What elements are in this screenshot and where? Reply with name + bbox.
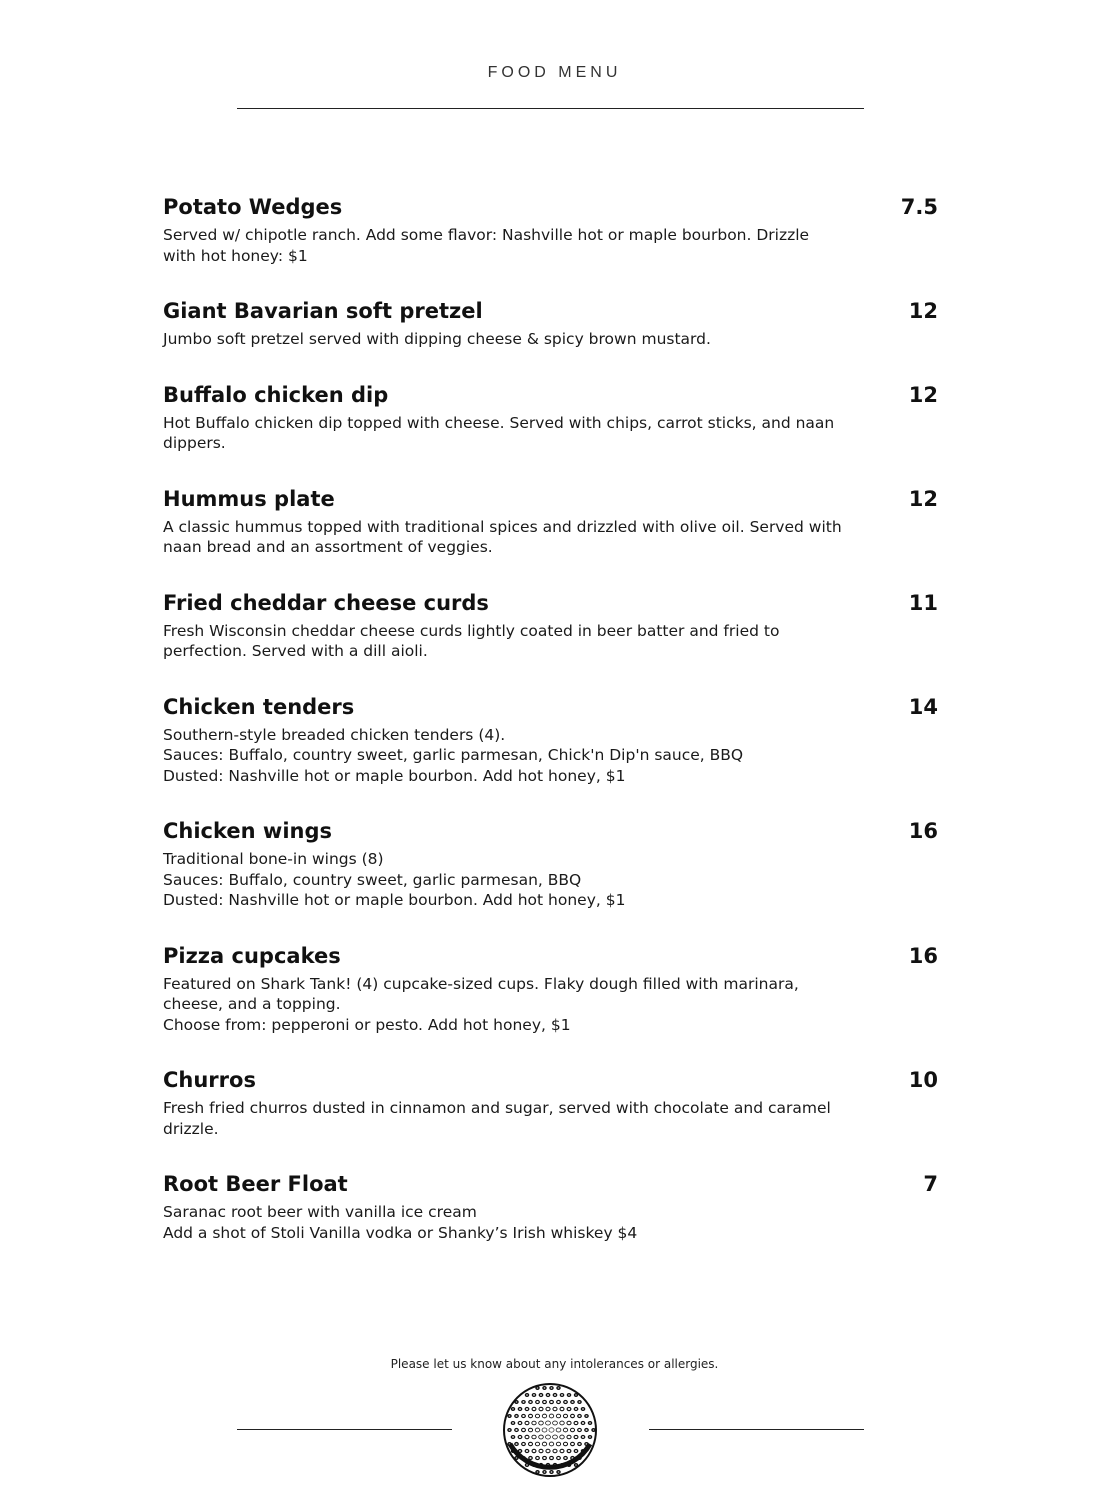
item-name: Pizza cupcakes xyxy=(163,943,341,968)
menu-item xyxy=(163,941,938,1036)
description-line: A classic hummus topped with traditional spices and drizzled with olive oil. Served with naan bread and an assortment of veggies. xyxy=(163,517,842,556)
description-line: Southern-style breaded chicken tenders (4). xyxy=(163,725,506,744)
item-price: 16 xyxy=(908,819,938,843)
menu-list xyxy=(163,192,938,1273)
description-line: Choose from: pepperoni or pesto. Add hot honey, $1 xyxy=(163,1015,571,1034)
menu-item xyxy=(163,1169,938,1243)
description-line: Jumbo soft pretzel served with dipping cheese & spicy brown mustard. xyxy=(163,330,711,348)
allergy-note: Please let us know about any intolerances or allergies. xyxy=(390,1357,719,1371)
menu-item xyxy=(163,192,938,266)
description-line: Dusted: Nashville hot or maple bourbon. Add hot honey, $1 xyxy=(163,891,626,909)
item-price: 16 xyxy=(908,943,938,968)
description-line: Fresh Wisconsin cheddar cheese curds lightly coated in beer batter and fried to perfection. Served with a dill aioli. xyxy=(163,621,780,660)
item-name: Buffalo chicken dip xyxy=(163,382,389,407)
item-description xyxy=(163,225,843,266)
item-name: Hummus plate xyxy=(163,486,335,511)
description-line: Add a shot of Stoli Vanilla vodka or Shanky’s Irish whiskey $4 xyxy=(163,1223,638,1242)
footer-divider-right xyxy=(649,1429,864,1430)
item-name: Chicken tenders xyxy=(163,694,355,719)
top-divider xyxy=(237,108,864,109)
golf-ball-icon xyxy=(502,1382,598,1478)
menu-item xyxy=(163,380,938,454)
item-description xyxy=(163,621,843,662)
description-line: Sauces: Buffalo, country sweet, garlic parmesan, Chick'n Dip'n sauce, BBQ xyxy=(163,746,744,764)
item-name: Giant Bavarian soft pretzel xyxy=(163,299,483,323)
item-description xyxy=(163,849,843,911)
description-line: Featured on Shark Tank! (4) cupcake-sized cups. Flaky dough filled with marinara, cheese, and a topping. xyxy=(163,974,799,1013)
item-price: 12 xyxy=(908,299,938,323)
item-price: 10 xyxy=(908,1068,938,1092)
item-description xyxy=(163,725,843,787)
item-name: Potato Wedges xyxy=(163,195,343,219)
description-line: Traditional bone-in wings (8) xyxy=(163,850,384,868)
item-price: 7.5 xyxy=(900,195,938,219)
menu-item xyxy=(163,692,938,787)
item-description xyxy=(163,329,843,350)
item-description xyxy=(163,413,843,454)
item-name: Churros xyxy=(163,1068,256,1092)
menu-item xyxy=(163,588,938,662)
item-price: 12 xyxy=(908,382,938,407)
item-description xyxy=(163,1098,843,1139)
description-line: Sauces: Buffalo, country sweet, garlic parmesan, BBQ xyxy=(163,870,582,889)
item-description xyxy=(163,517,843,558)
description-line: Dusted: Nashville hot or maple bourbon. Add hot honey, $1 xyxy=(163,766,626,785)
menu-item xyxy=(163,1065,938,1139)
menu-item xyxy=(163,484,938,558)
menu-item xyxy=(163,816,938,911)
item-name: Root Beer Float xyxy=(163,1172,348,1196)
item-name: Fried cheddar cheese curds xyxy=(163,590,489,615)
item-price: 14 xyxy=(908,694,938,719)
item-description xyxy=(163,974,843,1036)
item-name: Chicken wings xyxy=(163,819,332,843)
description-line: Hot Buffalo chicken dip topped with cheese. Served with chips, carrot sticks, and naan dippers. xyxy=(163,413,835,452)
item-price: 7 xyxy=(923,1172,938,1196)
item-price: 12 xyxy=(908,486,938,511)
item-price: 11 xyxy=(908,590,938,615)
footer-divider-left xyxy=(237,1429,452,1430)
menu-item xyxy=(163,296,938,350)
item-description xyxy=(163,1202,843,1243)
description-line: Saranac root beer with vanilla ice cream xyxy=(163,1203,477,1221)
description-line: Served w/ chipotle ranch. Add some flavor: Nashville hot or maple bourbon. Drizzle with hot honey: $1 xyxy=(163,226,810,265)
description-line: Fresh fried churros dusted in cinnamon and sugar, served with chocolate and caramel drizzle. xyxy=(163,1099,831,1138)
menu-title: FOOD MENU xyxy=(487,64,622,81)
